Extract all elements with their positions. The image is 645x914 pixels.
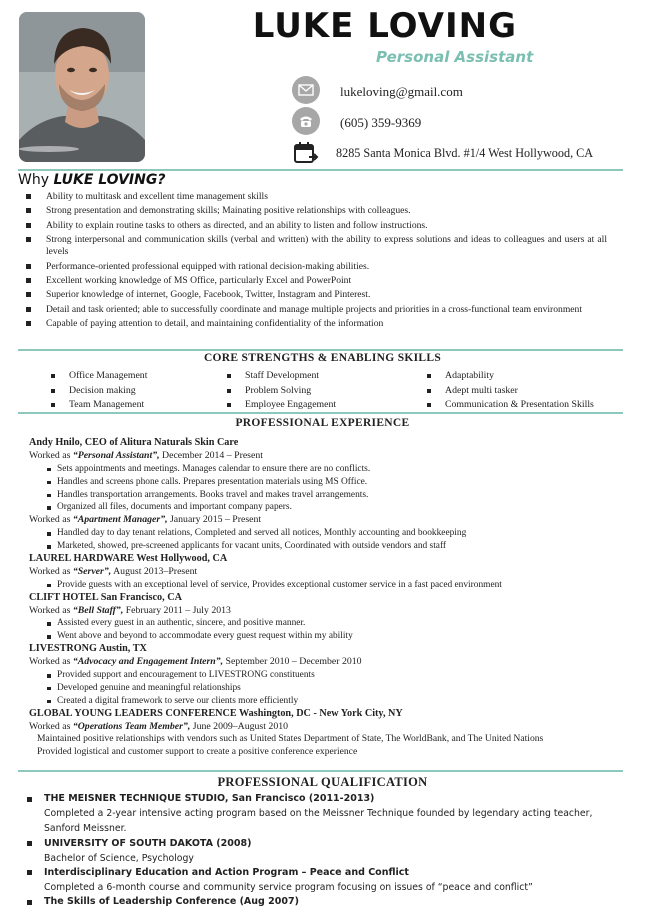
- qualification-heading: THE MEISNER TECHNIQUE STUDIO, San Francisco (2011-2013): [27, 792, 597, 806]
- why-item: Performance-oriented professional equipped with rational decision-making abilities.: [20, 261, 607, 273]
- company-name: GLOBAL YOUNG LEADERS CONFERENCE Washington, DC - New York City, NY: [29, 707, 403, 719]
- job-bullet: Provided support and encouragement to LIVESTRONG constituents: [29, 669, 609, 682]
- company-name: LAUREL HARDWARE West Hollywood, CA: [29, 553, 228, 565]
- why-item: Detail and task oriented; able to successfully coordinate and manage multiple projects and priorities in a cross-functional team environment: [20, 304, 607, 316]
- qualification-heading: Interdisciplinary Education and Action Program – Peace and Conflict: [27, 866, 597, 880]
- job-detail: Provided logistical and customer support to create a positive conference experience: [37, 745, 358, 757]
- phone-text: (605) 359-9369: [340, 115, 422, 130]
- qualification-title: PROFESSIONAL QUALIFICATION: [217, 775, 428, 789]
- profile-photo: [19, 12, 145, 162]
- company-name: CLIFT HOTEL San Francisco, CA: [29, 591, 182, 603]
- job-bullet: Handles transportation arrangements. Books travel and makes travel arrangements.: [29, 489, 609, 502]
- candidate-name: LUKE LOVING: [252, 6, 517, 46]
- company-name: Andy Hnilo, CEO of Alitura Naturals Skin Care: [29, 437, 239, 448]
- qualification-list: [27, 792, 597, 909]
- phone-icon: [292, 107, 320, 135]
- job-bullet: Handled day to day tenant relations, Completed and served all notices, Monthly accounting and bookkeeping: [29, 527, 609, 540]
- section-divider: [18, 412, 623, 414]
- why-heading: Why LUKE LOVING?: [18, 172, 166, 188]
- skill-item: Adaptability: [426, 369, 621, 384]
- experience-title: PROFESSIONAL EXPERIENCE: [235, 417, 410, 429]
- why-item: Strong presentation and demonstrating skills; Mainating positive relationships with colleagues.: [20, 205, 607, 217]
- skill-item: Office Management: [50, 369, 230, 384]
- qualification-detail: Bachelor of Science, Psychology: [44, 852, 194, 864]
- skills-column: [226, 369, 406, 413]
- section-divider: [18, 169, 623, 171]
- job-title: Worked as “Bell Staff”, February 2011 – July 2013: [29, 604, 231, 616]
- job-bullet: Handles and screens phone calls. Prepares presentation materials using MS Office.: [29, 476, 609, 489]
- skill-item: Employee Engagement: [226, 398, 406, 413]
- why-item: Strong interpersonal and communication skills (verbal and written) with the ability to express solutions and ideas to colleagues and users at all levels: [20, 234, 607, 258]
- envelope-icon: [292, 76, 320, 104]
- skills-title: CORE STRENGTHS & ENABLING SKILLS: [203, 352, 442, 364]
- email-text: lukeloving@gmail.com: [340, 84, 463, 99]
- qualification-detail: Completed a 6-month course and community service program focusing on issues of “peace and conflict”: [44, 881, 533, 893]
- section-divider: [18, 349, 623, 351]
- company-name: LIVESTRONG Austin, TX: [29, 643, 147, 655]
- job-title: Worked as “Server”, August 2013–Present: [29, 565, 198, 577]
- skill-item: Adept multi tasker: [426, 384, 621, 399]
- skill-item: Communication & Presentation Skills: [426, 398, 621, 413]
- why-list: [20, 191, 607, 333]
- why-item: Ability to explain routine tasks to others as directed, and an ability to listen and follow instructions.: [20, 220, 607, 232]
- job-detail: Maintained positive relationships with vendors such as United States Department of State, The WorldBank, and The United Nations: [37, 733, 544, 745]
- job-title: Worked as “Operations Team Member”, June 2009–August 2010: [29, 720, 289, 732]
- job-bullet: Provide guests with an exceptional level of service, Provides exceptional customer service in a fast paced environment: [29, 579, 609, 592]
- job-title: Worked as “Personal Assistant”, December 2014 – Present: [29, 449, 263, 461]
- skill-item: Staff Development: [226, 369, 406, 384]
- job-bullet: Developed genuine and meaningful relationships: [29, 682, 609, 695]
- skills-column: [50, 369, 230, 413]
- section-divider: [18, 770, 623, 772]
- why-item: Excellent working knowledge of MS Office, particularly Excel and PowerPoint: [20, 275, 607, 287]
- skill-item: Decision making: [50, 384, 230, 399]
- job-title: Worked as “Advocacy and Engagement Intern”, September 2010 – December 2010: [29, 656, 362, 668]
- job-bullet: Sets appointments and meetings. Manages calendar to ensure there are no conflicts.: [29, 463, 609, 476]
- qualification-heading: The Skills of Leadership Conference (Aug 2007): [27, 895, 597, 909]
- job-bullet: Assisted every guest in an authentic, sincere, and positive manner.: [29, 617, 609, 630]
- qualification-heading: UNIVERSITY OF SOUTH DAKOTA (2008): [27, 837, 597, 851]
- experience-list: [29, 437, 609, 758]
- skill-item: Team Management: [50, 398, 230, 413]
- job-bullet: Organized all files, documents and important company papers.: [29, 501, 609, 514]
- job-bullet: Created a digital framework to serve our clients more efficiently: [29, 695, 609, 708]
- candidate-role: Personal Assistant: [376, 48, 534, 66]
- address-text: 8285 Santa Monica Blvd. #1/4 West Hollywood, CA: [336, 146, 594, 160]
- why-item: Ability to multitask and excellent time management skills: [20, 191, 607, 203]
- why-item: Capable of paying attention to detail, and maintaining confidentiality of the information: [20, 318, 607, 330]
- why-item: Superior knowledge of internet, Google, Facebook, Twitter, Instagram and Pinterest.: [20, 289, 607, 301]
- skill-item: Problem Solving: [226, 384, 406, 399]
- skills-column: [426, 369, 621, 413]
- job-title: Worked as “Apartment Manager”, January 2015 – Present: [29, 514, 262, 526]
- job-bullet: Went above and beyond to accommodate every guest request within my ability: [29, 630, 609, 643]
- calendar-icon: [292, 140, 320, 168]
- qualification-detail: Completed a 2-year intensive acting program based on the Meissner Technique founded by legendary acting teacher, Sanford Meissner.: [44, 808, 593, 835]
- job-bullet: Marketed, showed, pre-screened applicants for vacant units, Coordinated with outside vendors and staff: [29, 540, 609, 553]
